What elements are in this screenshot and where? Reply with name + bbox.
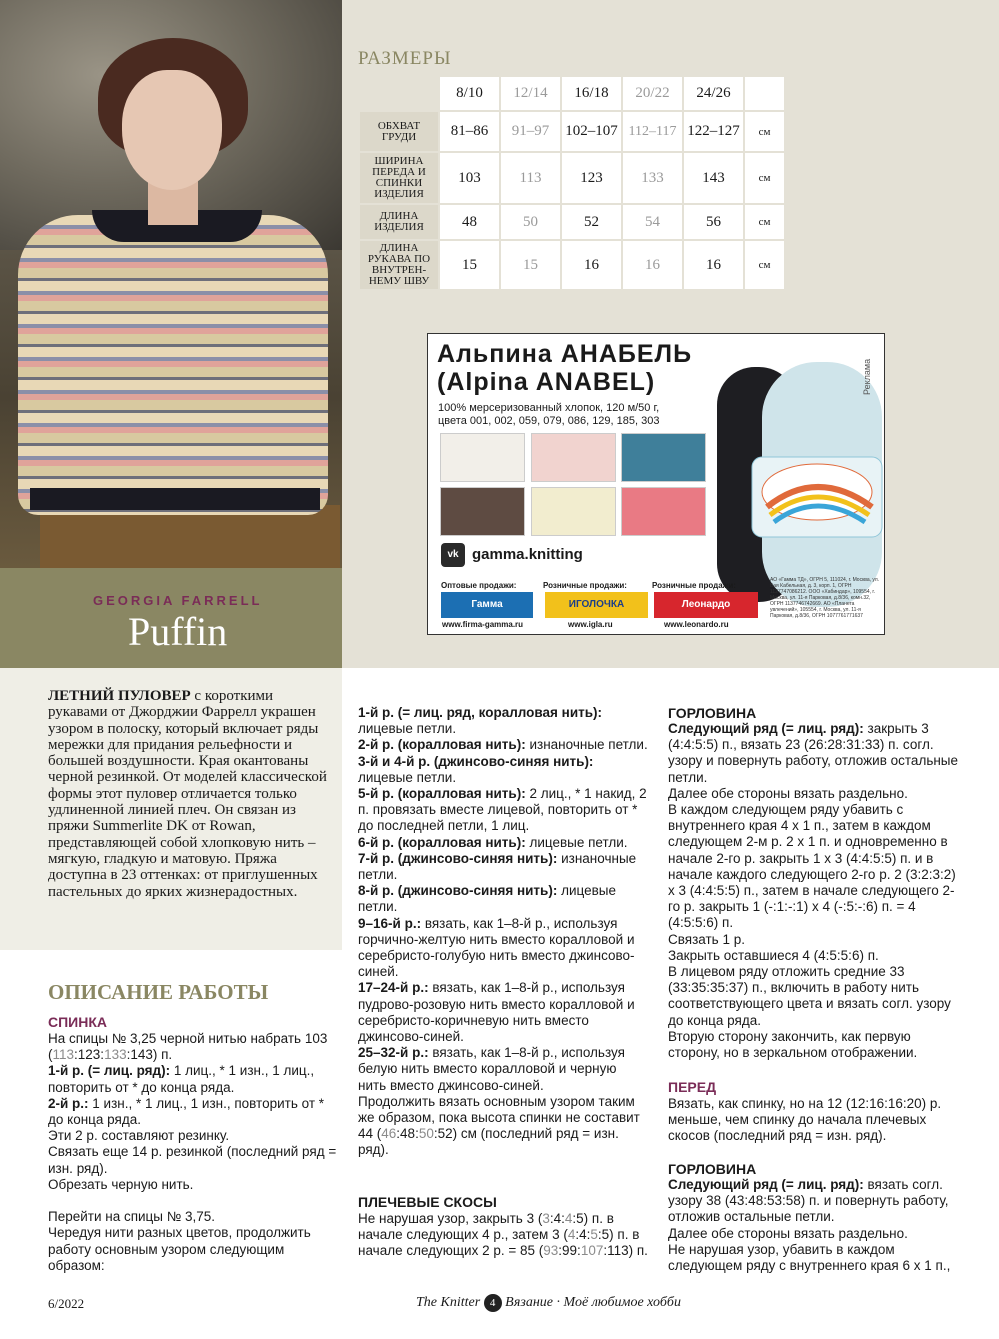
page-number: 4 (484, 1294, 502, 1312)
row-label: ДЛИНА ИЗДЕЛИЯ (360, 205, 438, 239)
unit: см (745, 112, 784, 151)
hero-photo (0, 0, 342, 568)
subheading-front: ПЕРЕД (668, 1079, 717, 1095)
vk-icon: vk (441, 543, 465, 567)
pattern-title: Puffin (128, 609, 228, 654)
size-cell: 16 (562, 241, 621, 289)
intro-body: с короткими рукавами от Джорджии Фаррелл украшен узором в полоску, который включает ряды мережки для придания рельефности и большей воздушности. Края окантованы черной резинкой. От моделей классической формы этот пуловер отличается только удлиненной линией плеч. Он связан из пряжи Summerlite DK от Rowan, представляющей собой хлопковую нить – мягкую, гладкую и матовую. Пряжа доступна в 23 оттенках: от приглушенных пастельных до ярких жизнерадостных. (48, 688, 327, 900)
ad-legal-text: АО «Гамма ТД», ОГРН 5, 111024, г. Москва, ул. Бая Кабельная, д. 3, корп. 1, ОГРН 1127747086212. ООО «Хабиндар», 109554, г. Москва, ул. 11-я Парковая, д.8/36, комн.32, ОГРН 1137746742669. АО «Планета увлечений», 105554, г. Москва, ул. 11-я Парковая, д.8/36, ОГРН 1077761771637 (770, 577, 880, 619)
designer-name: GEORGIA FARRELL (93, 593, 263, 608)
yarn-swatch (621, 433, 706, 482)
yarn-swatch (440, 487, 525, 536)
unit: см (745, 241, 784, 289)
size-cell: 56 (684, 205, 743, 239)
size-cell: 112–117 (623, 112, 682, 151)
size-header: 24/26 (684, 77, 743, 110)
sizes-table (358, 75, 786, 291)
yarn-swatch (621, 487, 706, 536)
intro-lead: ЛЕТНИЙ ПУЛОВЕР (48, 688, 191, 704)
sizes-heading: РАЗМЕРЫ (358, 48, 452, 69)
leonardo-logo: Леонардо (654, 592, 758, 618)
size-cell: 16 (623, 241, 682, 289)
issue-number: 6/2022 (48, 1296, 85, 1311)
ad-retail-label: Розничные продажи: (652, 581, 736, 590)
ad-url[interactable]: www.firma-gamma.ru (442, 620, 524, 629)
vk-handle[interactable]: gamma.knitting (472, 546, 583, 563)
section-heading: ОПИСАНИЕ РАБОТЫ (48, 980, 269, 1004)
size-cell: 52 (562, 205, 621, 239)
ad-url[interactable]: www.leonardo.ru (664, 620, 729, 629)
unit: см (745, 153, 784, 203)
yarn-swatch (531, 433, 616, 482)
ad-title: Альпина АНАБЕЛЬ (437, 340, 693, 368)
row-label: ОБХВАТ ГРУДИ (360, 112, 438, 151)
pattern-rows: 1-й р. (= лиц. ряд, коралловая нить): лицевые петли. 2-й р. (коралловая нить): изнаночные петли. 3-й и 4-й р. (джинсово-синяя нить): лицевые петли. 5-й р. (коралловая нить): 2 лиц., * 1 накид, 2 п. провязать вместе лицевой, повторить от * до последней петли, 1 лиц. 6-й р. (коралловая нить): лицевые петли. 7-й р. (джинсово-синяя нить): изнаночные петли. 8-й р. (джинсово-синяя нить): лицевые петли. 9–16-й р.: вязать, как 1–8-й р., используя горчично-желтую нить вместо коралловой и серебристо-голубую нить вместо джинсово-синей. 17–24-й р.: вязать, как 1–8-й р., используя пудрово-розовую нить вместо коралловой и серебристо-коричневую нить вместо джинсово-синей. 25–32-й р.: вязать, как 1–8-й р., используя белую нить вместо коралловой и черную нить вместо джинсово-синей. Продолжить вязать основным узором таким же образом, пока высота спинки не составит 44 (46:48:50:52) см (последний ряд = изн. ряд). (358, 705, 648, 1158)
size-cell: 50 (501, 205, 560, 239)
size-cell: 48 (440, 205, 499, 239)
ad-url[interactable]: www.igla.ru (568, 620, 613, 629)
size-cell: 123 (562, 153, 621, 203)
size-cell: 103 (440, 153, 499, 203)
size-cell: 133 (623, 153, 682, 203)
size-header: 16/18 (562, 77, 621, 110)
shoulders-heading: ПЛЕЧЕВЫЕ СКОСЫ (358, 1194, 497, 1210)
row-label: ДЛИНА РУКАВА ПО ВНУТРЕН-НЕМУ ШВУ (360, 241, 438, 289)
yarn-swatch (440, 433, 525, 482)
ad-wholesale-label: Оптовые продажи: (441, 581, 517, 590)
size-cell: 113 (501, 153, 560, 203)
igolochka-logo: ИГОЛОЧКА (545, 592, 648, 618)
neckline-instructions: Следующий ряд (= лиц. ряд): закрыть 3 (4:4:5:5) п., вязать 23 (26:28:31:33) п. согл. узору и повернуть работу, отложив остальные петли. Далее обе стороны вязать раздельно. В каждом следующем ряду убавить с внутреннего края 4 х 1 п., затем в каждом следующем 2-м р. 2 х 1 п. и одновременно в начале 2-го р. закрыть 1 х 3 (4:4:5:5) п. и в начале каждого следующего 2-го р. 2 (3:2:3:2) х 3 (4:4:5:5) п., затем в начале следующего 2-го р. закрыть 1 (-:1:-:1) х 4 (-:5:-:6) п. = 4 (4:5:5:6) п. Связать 1 р. Закрыть оставшиеся 4 (4:5:5:6) п. В лицевом ряду отложить средние 33 (33:35:35:37) п., включить в работу нить соответствующего цвета и вязать согл. узору до конца ряда. Вторую сторону закончить, как первую сторону, но в зеркальном отображении. (668, 721, 959, 1061)
front-instructions: Вязать, как спинку, но на 12 (12:16:16:20) р. меньше, чем спинку до начала плечевых скосов (последний ряд = изн. ряд). (668, 1096, 942, 1144)
size-cell: 15 (501, 241, 560, 289)
ad-colors: цвета 001, 002, 059, 079, 086, 129, 185, 303 (438, 415, 660, 427)
back-instructions: На спицы № 3,25 черной нитью набрать 103 (113:123:133:143) п. 1-й р. (= лиц. ряд): 1 лиц., * 1 изн., 1 лиц., повторить от * до конца ряда. 2-й р.: 1 изн., * 1 лиц., 1 изн., повторить от * до конца ряда. Эти 2 р. составляют резинку. Связать еще 14 р. резинкой (последний ряд = изн. ряд). Обрезать черную нить. Перейти на спицы № 3,75. Чередуя нити разных цветов, продолжить работу основным узором следующим образом: (48, 1031, 337, 1273)
size-header: 20/22 (623, 77, 682, 110)
shoulders-instructions: Не нарушая узор, закрыть 3 (3:4:4:5) п. в начале следующих 4 р., затем 3 (4:4:5:5) п. в начале следующих 2 р. = 85 (93:99:107:113) п. (358, 1211, 648, 1259)
neckline-heading: ГОРЛОВИНА (668, 705, 757, 721)
ad-retail-label: Розничные продажи: (543, 581, 627, 590)
size-cell: 16 (684, 241, 743, 289)
yarn-swatch (531, 487, 616, 536)
intro-text (48, 688, 330, 900)
unit: см (745, 205, 784, 239)
front-neckline-heading: ГОРЛОВИНА (668, 1161, 757, 1177)
size-cell: 143 (684, 153, 743, 203)
size-cell: 15 (440, 241, 499, 289)
gamma-logo: Гамма (441, 592, 533, 618)
size-cell: 54 (623, 205, 682, 239)
size-cell: 91–97 (501, 112, 560, 151)
size-cell: 122–127 (684, 112, 743, 151)
ad-title-latin: (Alpina ANABEL) (437, 368, 656, 396)
subheading-back: СПИНКА (48, 1014, 108, 1030)
magazine-footer: The Knitter 4 Вязание · Моё любимое хобби (416, 1295, 681, 1310)
size-header: 8/10 (440, 77, 499, 110)
front-neckline-instructions: Следующий ряд (= лиц. ряд): вязать согл. узору 38 (43:48:53:58) п. и повернуть работу, отложив остальные петли. Далее обе стороны вязать раздельно. Не нарушая узор, убавить в каждом следующем ряду с внутреннего края 6 х 1 п., (668, 1177, 951, 1274)
row-label: ШИРИНА ПЕРЕДА И СПИНКИ ИЗДЕЛИЯ (360, 153, 438, 203)
size-cell: 102–107 (562, 112, 621, 151)
ad-composition: 100% мерсеризованный хлопок, 120 м/50 г, (438, 402, 660, 414)
size-header: 12/14 (501, 77, 560, 110)
ad-disclaimer: Реклама (862, 358, 872, 395)
size-cell: 81–86 (440, 112, 499, 151)
